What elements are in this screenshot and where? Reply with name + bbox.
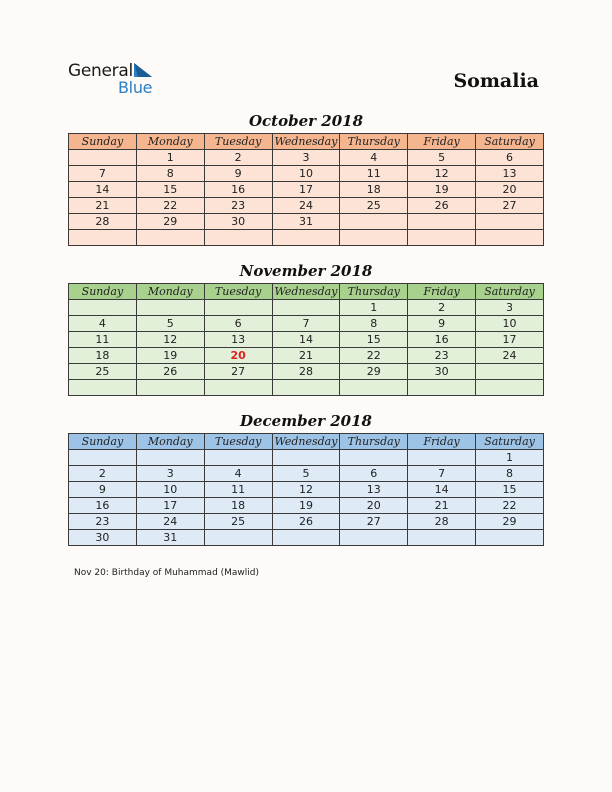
- day-cell: [136, 450, 204, 466]
- day-header-saturday: Saturday: [476, 434, 544, 450]
- day-header-monday: Monday: [136, 284, 204, 300]
- calendar-october: [68, 133, 544, 246]
- day-cell: 15: [136, 182, 204, 198]
- week-row: [69, 332, 544, 348]
- day-cell: [69, 450, 137, 466]
- week-row: [69, 530, 544, 546]
- day-cell: 25: [204, 514, 272, 530]
- day-cell: 10: [272, 166, 340, 182]
- day-cell: 14: [408, 482, 476, 498]
- day-cell: 30: [204, 214, 272, 230]
- day-header-friday: Friday: [408, 434, 476, 450]
- day-cell: [272, 300, 340, 316]
- day-cell: [408, 214, 476, 230]
- week-row: [69, 380, 544, 396]
- day-cell: 5: [136, 316, 204, 332]
- day-cell: 17: [272, 182, 340, 198]
- week-row: [69, 316, 544, 332]
- day-cell: [136, 230, 204, 246]
- day-cell: [408, 530, 476, 546]
- day-header-row: [69, 134, 544, 150]
- day-cell: 19: [272, 498, 340, 514]
- day-cell: 11: [69, 332, 137, 348]
- month-title-october: October 2018: [248, 112, 364, 130]
- day-cell: 14: [69, 182, 137, 198]
- generalblue-logo: [68, 60, 168, 100]
- day-cell: 21: [69, 198, 137, 214]
- day-cell: 12: [408, 166, 476, 182]
- day-cell: 4: [340, 150, 408, 166]
- day-cell: [476, 530, 544, 546]
- calendar-november: [68, 283, 544, 396]
- week-row: [69, 498, 544, 514]
- day-header-thursday: Thursday: [340, 134, 408, 150]
- day-cell: 26: [272, 514, 340, 530]
- day-header-friday: Friday: [408, 284, 476, 300]
- week-row: [69, 182, 544, 198]
- day-cell: 25: [69, 364, 137, 380]
- day-cell: [69, 230, 137, 246]
- day-cell: 1: [136, 150, 204, 166]
- week-row: [69, 150, 544, 166]
- day-cell: [204, 380, 272, 396]
- day-cell: [204, 230, 272, 246]
- day-cell: [69, 150, 137, 166]
- day-cell: [272, 380, 340, 396]
- day-cell: [340, 450, 408, 466]
- day-cell: 17: [476, 332, 544, 348]
- day-cell: 6: [340, 466, 408, 482]
- day-cell: 24: [136, 514, 204, 530]
- day-cell: [69, 300, 137, 316]
- day-cell: [408, 450, 476, 466]
- day-header-tuesday: Tuesday: [204, 134, 272, 150]
- logo-word-general: General: [68, 61, 133, 81]
- day-cell: 21: [408, 498, 476, 514]
- week-row: [69, 300, 544, 316]
- day-cell: 28: [69, 214, 137, 230]
- day-header-monday: Monday: [136, 434, 204, 450]
- day-cell: 26: [408, 198, 476, 214]
- day-cell: [69, 380, 137, 396]
- day-cell: 2: [69, 466, 137, 482]
- day-header-row: [69, 284, 544, 300]
- day-cell: 18: [204, 498, 272, 514]
- day-header-monday: Monday: [136, 134, 204, 150]
- day-cell: [340, 230, 408, 246]
- day-cell: 25: [340, 198, 408, 214]
- country-name: Somalia: [453, 70, 539, 92]
- day-header-sunday: Sunday: [69, 284, 137, 300]
- day-cell: [340, 380, 408, 396]
- logo-triangle-icon: [134, 63, 152, 77]
- day-cell: 29: [136, 214, 204, 230]
- month-title-november: November 2018: [239, 262, 373, 280]
- calendar-december: [68, 433, 544, 546]
- day-header-tuesday: Tuesday: [204, 284, 272, 300]
- day-cell: 20: [340, 498, 408, 514]
- day-cell: 1: [340, 300, 408, 316]
- day-cell: 12: [272, 482, 340, 498]
- day-cell: 15: [476, 482, 544, 498]
- day-cell: 28: [408, 514, 476, 530]
- week-row: [69, 214, 544, 230]
- day-cell: 2: [408, 300, 476, 316]
- day-cell: [476, 214, 544, 230]
- logo-word-blue: Blue: [118, 78, 153, 97]
- holiday-note: Nov 20: Birthday of Muhammad (Mawlid): [74, 568, 260, 578]
- day-cell: 10: [136, 482, 204, 498]
- day-cell: 19: [136, 348, 204, 364]
- day-cell: 6: [204, 316, 272, 332]
- day-cell: 5: [408, 150, 476, 166]
- day-cell: [136, 300, 204, 316]
- day-cell: 8: [476, 466, 544, 482]
- day-cell: [204, 530, 272, 546]
- week-row: [69, 514, 544, 530]
- day-cell: 3: [476, 300, 544, 316]
- day-header-saturday: Saturday: [476, 134, 544, 150]
- day-header-wednesday: Wednesday: [272, 434, 340, 450]
- day-cell: [272, 230, 340, 246]
- day-cell: 8: [340, 316, 408, 332]
- day-cell: 9: [69, 482, 137, 498]
- day-cell: 3: [136, 466, 204, 482]
- day-header-thursday: Thursday: [340, 284, 408, 300]
- day-cell: [476, 380, 544, 396]
- day-cell: 10: [476, 316, 544, 332]
- day-cell: 31: [272, 214, 340, 230]
- day-cell: 16: [204, 182, 272, 198]
- day-cell: 9: [204, 166, 272, 182]
- week-row: [69, 450, 544, 466]
- day-header-sunday: Sunday: [69, 134, 137, 150]
- day-cell: 13: [204, 332, 272, 348]
- day-cell: 23: [69, 514, 137, 530]
- day-cell: 4: [204, 466, 272, 482]
- day-cell: 3: [272, 150, 340, 166]
- day-cell: 16: [408, 332, 476, 348]
- day-cell: 14: [272, 332, 340, 348]
- day-cell: [476, 364, 544, 380]
- day-cell: 16: [69, 498, 137, 514]
- day-header-saturday: Saturday: [476, 284, 544, 300]
- day-cell: 31: [136, 530, 204, 546]
- day-cell: 22: [136, 198, 204, 214]
- day-header-wednesday: Wednesday: [272, 284, 340, 300]
- day-cell: 15: [340, 332, 408, 348]
- day-cell: 29: [476, 514, 544, 530]
- day-cell: 27: [476, 198, 544, 214]
- day-cell: 23: [408, 348, 476, 364]
- day-cell: [408, 230, 476, 246]
- day-cell: 30: [408, 364, 476, 380]
- month-title-december: December 2018: [239, 412, 372, 430]
- day-cell: 6: [476, 150, 544, 166]
- day-cell: [204, 450, 272, 466]
- day-header-friday: Friday: [408, 134, 476, 150]
- day-cell: 17: [136, 498, 204, 514]
- day-cell: 13: [340, 482, 408, 498]
- day-cell: 13: [476, 166, 544, 182]
- day-cell: [136, 380, 204, 396]
- day-cell: 26: [136, 364, 204, 380]
- day-cell: 22: [476, 498, 544, 514]
- day-cell: 22: [340, 348, 408, 364]
- day-cell: 18: [69, 348, 137, 364]
- day-cell: 11: [340, 166, 408, 182]
- day-cell: 9: [408, 316, 476, 332]
- day-cell: 19: [408, 182, 476, 198]
- day-header-tuesday: Tuesday: [204, 434, 272, 450]
- week-row: [69, 482, 544, 498]
- day-header-wednesday: Wednesday: [272, 134, 340, 150]
- day-cell: 8: [136, 166, 204, 182]
- day-cell: 29: [340, 364, 408, 380]
- week-row: [69, 364, 544, 380]
- holiday-day-cell: 20: [204, 348, 272, 364]
- day-cell: 24: [272, 198, 340, 214]
- day-cell: [340, 214, 408, 230]
- day-header-sunday: Sunday: [69, 434, 137, 450]
- day-cell: 20: [476, 182, 544, 198]
- day-cell: 28: [272, 364, 340, 380]
- day-cell: 21: [272, 348, 340, 364]
- day-cell: 27: [204, 364, 272, 380]
- day-cell: 23: [204, 198, 272, 214]
- day-cell: [204, 300, 272, 316]
- day-cell: [408, 380, 476, 396]
- day-cell: [476, 230, 544, 246]
- day-cell: 4: [69, 316, 137, 332]
- day-cell: 18: [340, 182, 408, 198]
- day-cell: 11: [204, 482, 272, 498]
- day-cell: [272, 530, 340, 546]
- day-header-thursday: Thursday: [340, 434, 408, 450]
- day-cell: 5: [272, 466, 340, 482]
- day-cell: 27: [340, 514, 408, 530]
- day-header-row: [69, 434, 544, 450]
- day-cell: 24: [476, 348, 544, 364]
- day-cell: 12: [136, 332, 204, 348]
- week-row: [69, 198, 544, 214]
- week-row: [69, 166, 544, 182]
- day-cell: 2: [204, 150, 272, 166]
- day-cell: 7: [408, 466, 476, 482]
- week-row: [69, 230, 544, 246]
- day-cell: [272, 450, 340, 466]
- week-row: [69, 466, 544, 482]
- day-cell: [340, 530, 408, 546]
- week-row: [69, 348, 544, 364]
- day-cell: 7: [69, 166, 137, 182]
- day-cell: 30: [69, 530, 137, 546]
- day-cell: 7: [272, 316, 340, 332]
- day-cell: 1: [476, 450, 544, 466]
